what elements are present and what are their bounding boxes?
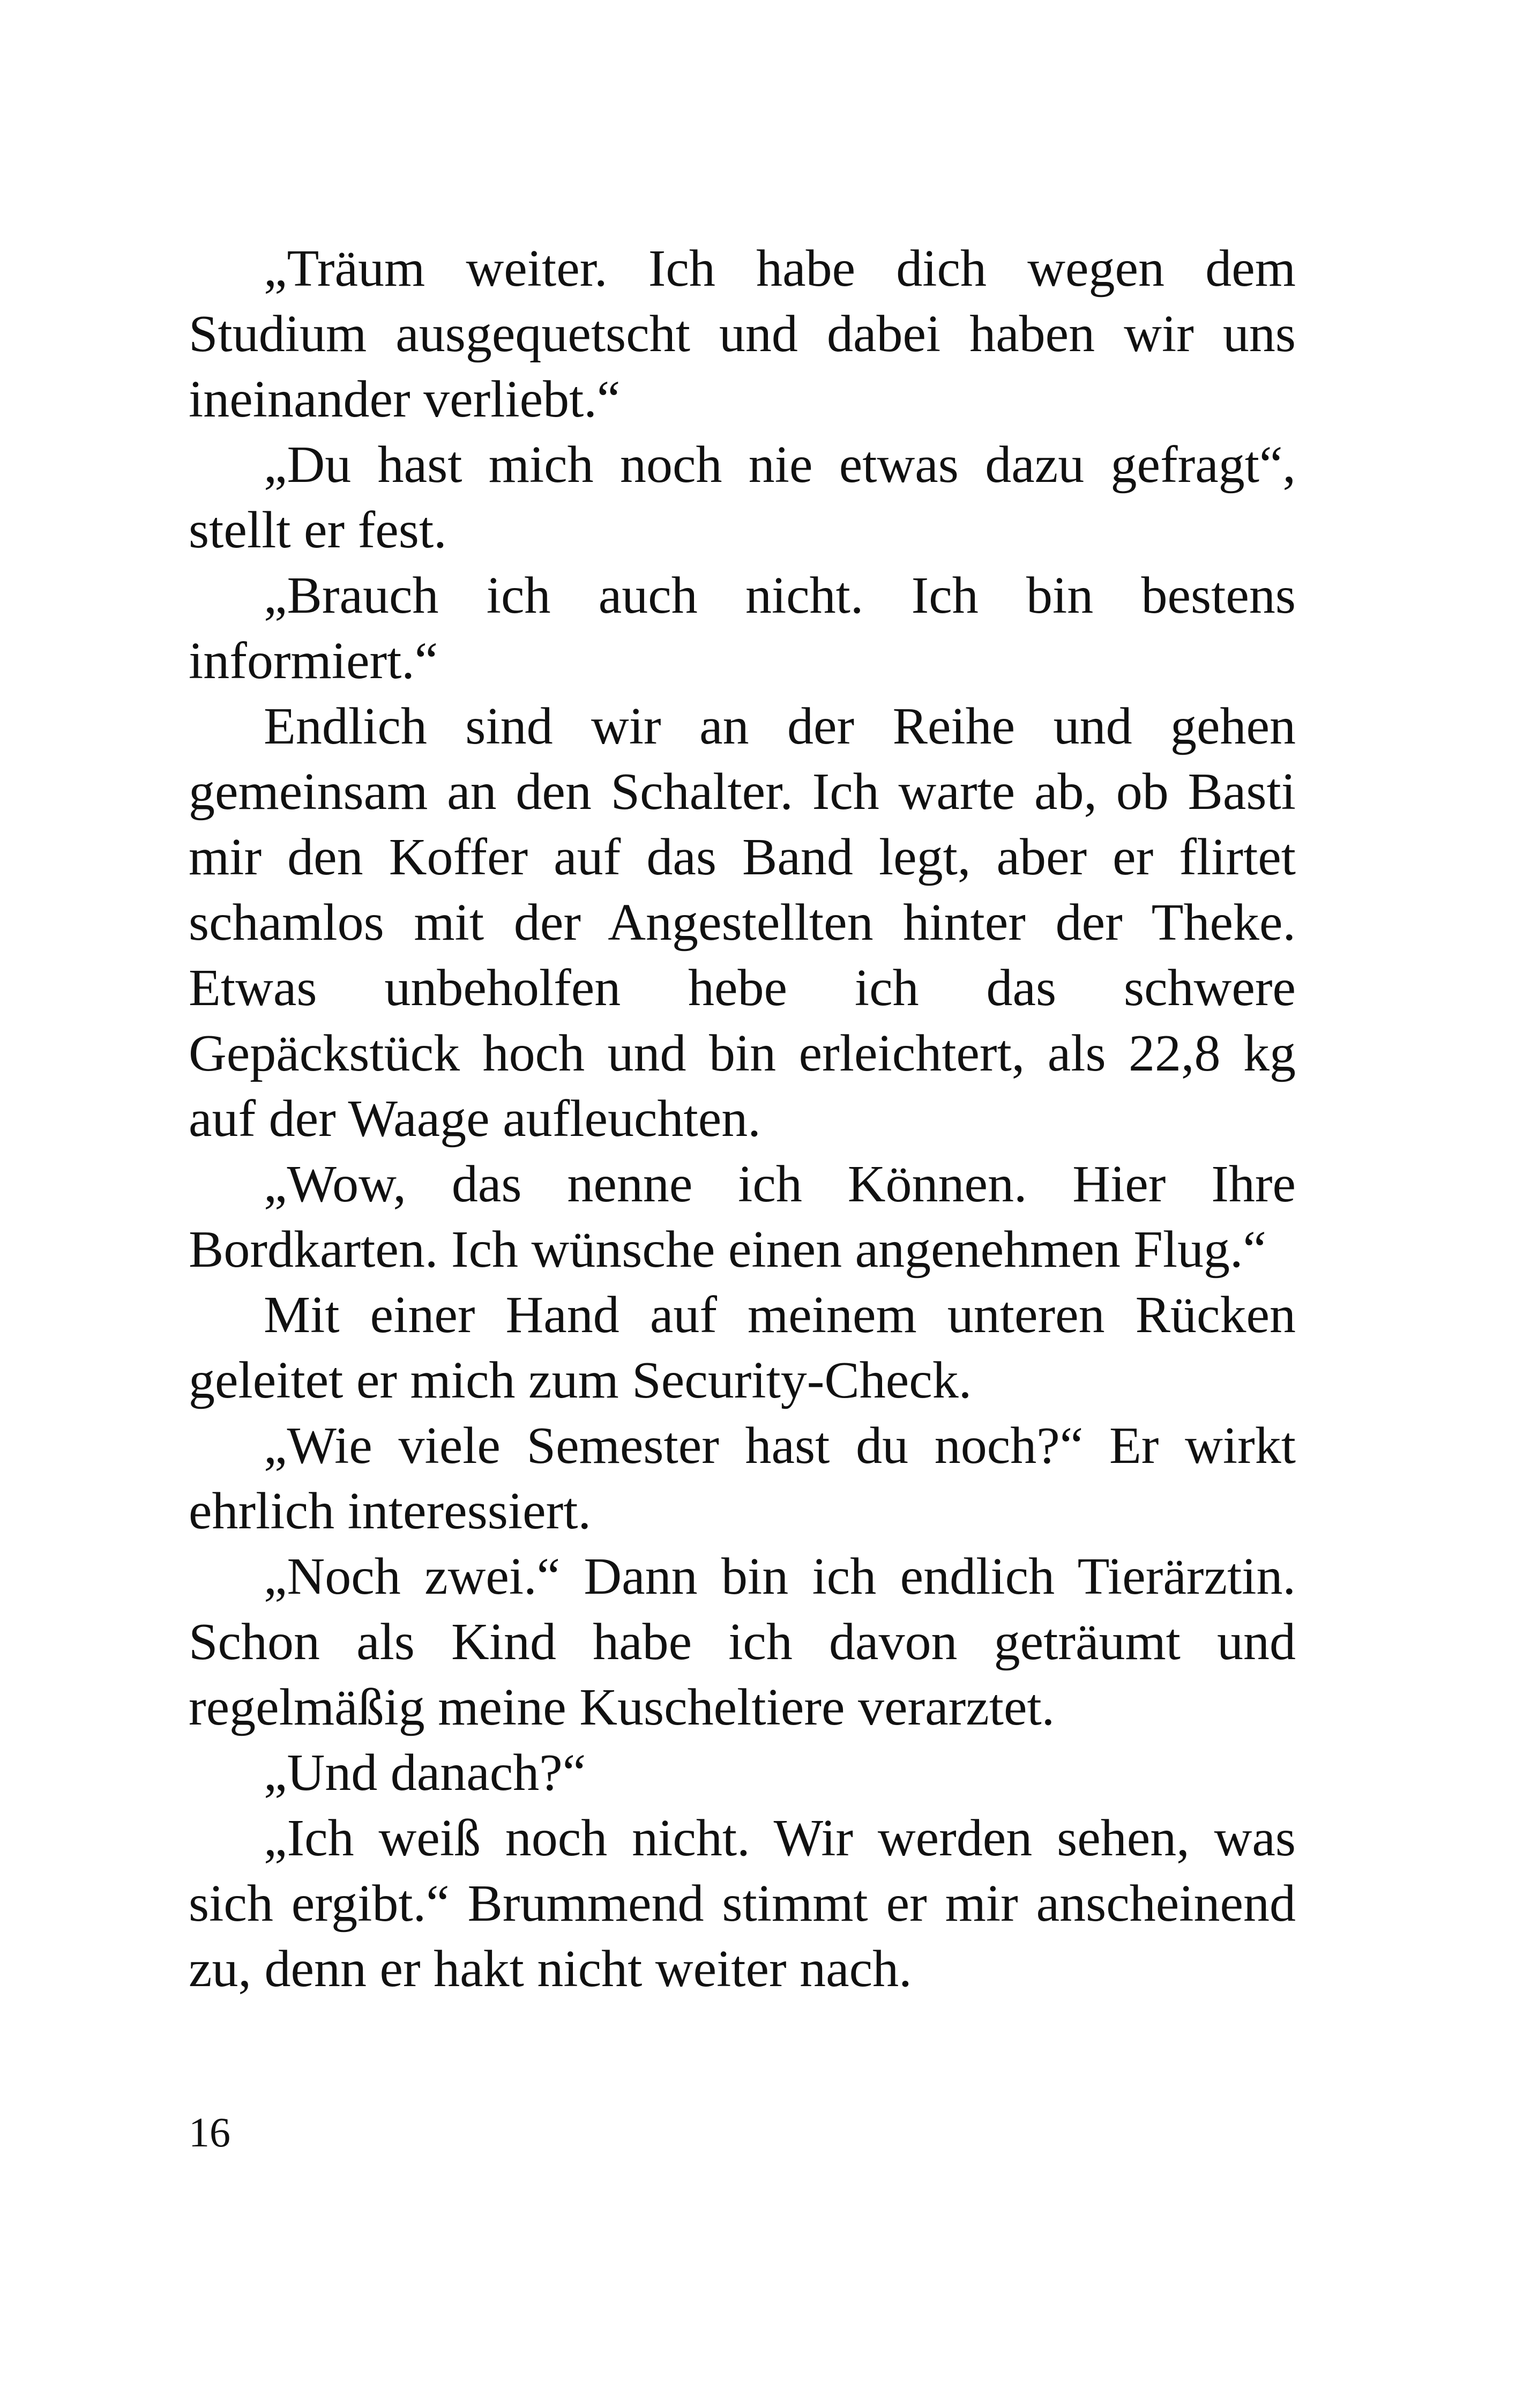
paragraph: „Du hast mich noch nie etwas dazu gefragt“, stellt er fest. bbox=[189, 436, 1296, 559]
paragraph: „Wow, das nenne ich Können. Hier Ihre Bordkarten. Ich wünsche einen angenehmen Flug.“ bbox=[189, 1155, 1296, 1279]
paragraph: Endlich sind wir an der Reihe und gehen gemeinsam an den Schalter. Ich warte ab, ob Basti mir den Koffer auf das Band legt, aber er flirtet schamlos mit der Angestellten hinter der Theke. Etwas unbeholfen hebe ich das schwere Gepäckstück hoch und bin erleichtert, als 22,8 kg auf der Waage aufleuchten. bbox=[189, 697, 1296, 1148]
page-number: 16 bbox=[189, 2109, 230, 2156]
paragraph: „Und danach?“ bbox=[264, 1744, 586, 1802]
body-text bbox=[189, 236, 1296, 2002]
paragraph: „Träum weiter. Ich habe dich wegen dem Studium ausgequetscht und dabei haben wir uns ineinander verliebt.“ bbox=[189, 240, 1296, 428]
paragraph: Mit einer Hand auf meinem unteren Rücken geleitet er mich zum Security-Check. bbox=[189, 1286, 1296, 1409]
paragraph: „Wie viele Semester hast du noch?“ Er wirkt ehrlich interessiert. bbox=[189, 1417, 1296, 1540]
paragraph: „Ich weiß noch nicht. Wir werden sehen, was sich ergibt.“ Brummend stimmt er mir anscheinend zu, denn er hakt nicht weiter nach. bbox=[189, 1809, 1296, 1998]
paragraph: „Brauch ich auch nicht. Ich bin bestens informiert.“ bbox=[189, 567, 1296, 690]
paragraph: „Noch zwei.“ Dann bin ich endlich Tierärztin. Schon als Kind habe ich davon geträumt und regelmäßig meine Kuscheltiere verarztet. bbox=[189, 1548, 1296, 1736]
